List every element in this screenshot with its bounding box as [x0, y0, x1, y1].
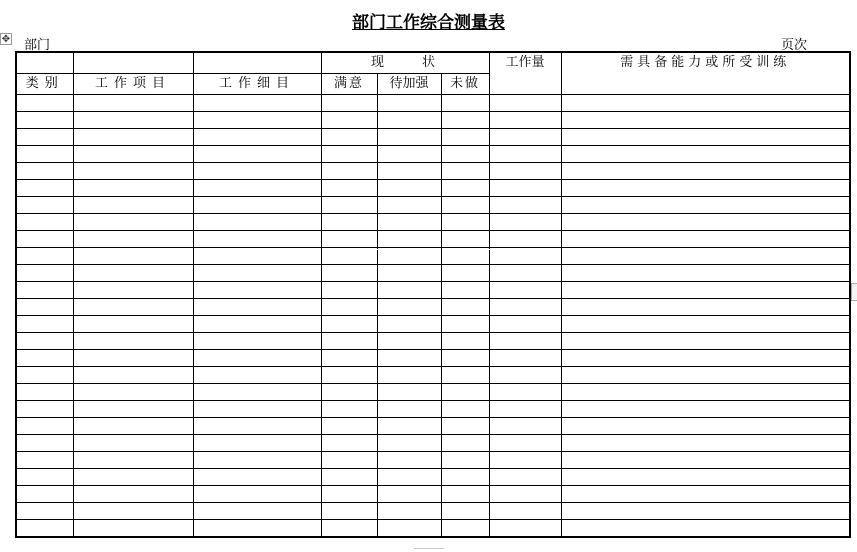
- table-cell[interactable]: [377, 265, 441, 282]
- table-cell[interactable]: [561, 520, 850, 538]
- table-cell[interactable]: [193, 401, 321, 418]
- table-cell[interactable]: [193, 248, 321, 265]
- table-cell[interactable]: [489, 452, 561, 469]
- table-cell[interactable]: [73, 299, 193, 316]
- table-row: [16, 367, 850, 384]
- table-row: [16, 452, 850, 469]
- table-cell[interactable]: [561, 282, 850, 299]
- table-cell[interactable]: [16, 163, 73, 180]
- table-row: [16, 180, 850, 197]
- table-cell[interactable]: [193, 333, 321, 350]
- table-cell[interactable]: [377, 316, 441, 333]
- table-cell[interactable]: [193, 129, 321, 146]
- table-cell[interactable]: [321, 146, 377, 163]
- table-cell[interactable]: [377, 418, 441, 435]
- table-cell[interactable]: [489, 129, 561, 146]
- table-cell[interactable]: [321, 503, 377, 520]
- table-cell[interactable]: [73, 367, 193, 384]
- table-cell[interactable]: [489, 316, 561, 333]
- table-cell[interactable]: [441, 367, 489, 384]
- table-row: [16, 163, 850, 180]
- table-cell[interactable]: [441, 435, 489, 452]
- table-cell[interactable]: [16, 486, 73, 503]
- page-number-label: 页次: [781, 38, 808, 53]
- table-cell[interactable]: [561, 503, 850, 520]
- table-cell[interactable]: [441, 112, 489, 129]
- table-cell[interactable]: [73, 503, 193, 520]
- table-cell[interactable]: [561, 163, 850, 180]
- table-cell[interactable]: [377, 503, 441, 520]
- table-row: [16, 299, 850, 316]
- table-cell[interactable]: [73, 180, 193, 197]
- table-cell[interactable]: [377, 129, 441, 146]
- table-row: [16, 520, 850, 538]
- page-bottom-marker: [414, 548, 444, 552]
- document-title: 部门工作综合测量表: [352, 13, 505, 33]
- table-cell[interactable]: [377, 231, 441, 248]
- table-cell[interactable]: [377, 282, 441, 299]
- table-cell[interactable]: [489, 95, 561, 112]
- table-cell[interactable]: [321, 163, 377, 180]
- table-cell[interactable]: [16, 95, 73, 112]
- table-cell[interactable]: [16, 180, 73, 197]
- table-cell[interactable]: [193, 469, 321, 486]
- table-cell[interactable]: [73, 112, 193, 129]
- header-satisfied: 满意: [321, 74, 377, 95]
- table-row: [16, 503, 850, 520]
- table-cell[interactable]: [441, 333, 489, 350]
- table-cell[interactable]: [441, 282, 489, 299]
- measurement-table: [15, 51, 851, 538]
- table-cell[interactable]: [489, 163, 561, 180]
- table-row: [16, 486, 850, 503]
- table-cell[interactable]: [377, 486, 441, 503]
- table-cell[interactable]: [321, 180, 377, 197]
- table-cell[interactable]: [16, 197, 73, 214]
- table-cell[interactable]: [16, 384, 73, 401]
- table-cell[interactable]: [377, 435, 441, 452]
- table-cell[interactable]: [321, 282, 377, 299]
- table-cell[interactable]: [193, 197, 321, 214]
- table-row: [16, 316, 850, 333]
- table-cell[interactable]: [489, 503, 561, 520]
- table-row: [16, 384, 850, 401]
- table-row: [16, 129, 850, 146]
- table-cell[interactable]: [16, 401, 73, 418]
- table-row: [16, 112, 850, 129]
- table-cell[interactable]: [16, 435, 73, 452]
- table-cell[interactable]: [193, 520, 321, 538]
- header-status-group: 现 状: [321, 52, 489, 74]
- table-cell[interactable]: [73, 333, 193, 350]
- table-cell[interactable]: [489, 146, 561, 163]
- table-cell[interactable]: [377, 146, 441, 163]
- table-cell[interactable]: [377, 95, 441, 112]
- table-cell[interactable]: [441, 231, 489, 248]
- table-cell[interactable]: [561, 129, 850, 146]
- table-cell[interactable]: [441, 214, 489, 231]
- table-cell[interactable]: [377, 112, 441, 129]
- table-cell[interactable]: [321, 384, 377, 401]
- table-cell[interactable]: [441, 384, 489, 401]
- table-row: [16, 435, 850, 452]
- table-cell[interactable]: [73, 282, 193, 299]
- table-row: [16, 401, 850, 418]
- table-cell[interactable]: [321, 214, 377, 231]
- table-cell[interactable]: [193, 316, 321, 333]
- table-cell[interactable]: [561, 418, 850, 435]
- table-cell[interactable]: [73, 350, 193, 367]
- table-cell[interactable]: [16, 333, 73, 350]
- table-cell[interactable]: [441, 180, 489, 197]
- table-cell[interactable]: [16, 316, 73, 333]
- page-edge-tab: [851, 283, 857, 301]
- table-cell[interactable]: [377, 214, 441, 231]
- table-row: [16, 265, 850, 282]
- table-cell[interactable]: [16, 299, 73, 316]
- table-cell[interactable]: [16, 265, 73, 282]
- table-cell[interactable]: [489, 265, 561, 282]
- table-row: [16, 231, 850, 248]
- table-cell[interactable]: [561, 112, 850, 129]
- table-cell[interactable]: [377, 520, 441, 538]
- table-cell[interactable]: [561, 333, 850, 350]
- table-cell[interactable]: [441, 265, 489, 282]
- table-cell[interactable]: [441, 350, 489, 367]
- table-row: [16, 350, 850, 367]
- table-cell[interactable]: [561, 367, 850, 384]
- table-cell[interactable]: [489, 418, 561, 435]
- table-cell[interactable]: [193, 180, 321, 197]
- table-cell[interactable]: [193, 435, 321, 452]
- table-cell[interactable]: [489, 384, 561, 401]
- table-cell[interactable]: [321, 452, 377, 469]
- table-cell[interactable]: [321, 435, 377, 452]
- table-cell[interactable]: [377, 401, 441, 418]
- table-cell[interactable]: [489, 299, 561, 316]
- table-cell[interactable]: [73, 486, 193, 503]
- table-cell[interactable]: [377, 299, 441, 316]
- selection-marker: [367, 249, 491, 253]
- table-cell[interactable]: [73, 401, 193, 418]
- table-cell[interactable]: [561, 316, 850, 333]
- table-cell[interactable]: [321, 350, 377, 367]
- table-cell[interactable]: [16, 112, 73, 129]
- table-cell[interactable]: [193, 418, 321, 435]
- table-cell[interactable]: [16, 520, 73, 538]
- header-category: 类别: [16, 74, 73, 95]
- table-cell[interactable]: [561, 231, 850, 248]
- table-cell[interactable]: [73, 129, 193, 146]
- table-cell[interactable]: [561, 180, 850, 197]
- table-cell[interactable]: [489, 486, 561, 503]
- table-cell[interactable]: [16, 503, 73, 520]
- table-cell[interactable]: [73, 452, 193, 469]
- table-cell[interactable]: [489, 112, 561, 129]
- table-cell[interactable]: [321, 112, 377, 129]
- table-cell[interactable]: [561, 248, 850, 265]
- table-cell[interactable]: [441, 486, 489, 503]
- table-cell[interactable]: [377, 350, 441, 367]
- table-cell[interactable]: [321, 418, 377, 435]
- table-row: [16, 197, 850, 214]
- table-cell[interactable]: [16, 214, 73, 231]
- table-cell[interactable]: [16, 231, 73, 248]
- table-cell[interactable]: [377, 469, 441, 486]
- table-cell[interactable]: [73, 146, 193, 163]
- header-work-detail: 工作细目: [193, 74, 321, 95]
- header-work-item: 工作项目: [73, 74, 193, 95]
- table-cell[interactable]: [321, 469, 377, 486]
- table-cell[interactable]: [377, 180, 441, 197]
- table-cell[interactable]: [489, 435, 561, 452]
- table-cell[interactable]: [441, 163, 489, 180]
- header-workload: 工作量: [489, 52, 561, 95]
- table-cell[interactable]: [193, 367, 321, 384]
- table-cell[interactable]: [489, 180, 561, 197]
- table-cell[interactable]: [561, 435, 850, 452]
- table-cell[interactable]: [321, 265, 377, 282]
- table-cell[interactable]: [489, 469, 561, 486]
- table-cell[interactable]: [441, 401, 489, 418]
- header-empty-cell: [73, 52, 193, 74]
- table-cell[interactable]: [561, 265, 850, 282]
- table-cell[interactable]: [73, 265, 193, 282]
- table-cell[interactable]: [441, 197, 489, 214]
- table-cell[interactable]: [16, 452, 73, 469]
- table-move-handle-icon[interactable]: ✥: [1, 34, 11, 45]
- table-cell[interactable]: [321, 401, 377, 418]
- table-cell[interactable]: [321, 95, 377, 112]
- table-cell[interactable]: [321, 520, 377, 538]
- table-cell[interactable]: [561, 401, 850, 418]
- table-row: [16, 146, 850, 163]
- table-cell[interactable]: [441, 299, 489, 316]
- table-cell[interactable]: [377, 163, 441, 180]
- table-cell[interactable]: [561, 197, 850, 214]
- table-cell[interactable]: [489, 350, 561, 367]
- table-cell[interactable]: [441, 503, 489, 520]
- table-cell[interactable]: [561, 469, 850, 486]
- table-cell[interactable]: [73, 384, 193, 401]
- table-cell[interactable]: [73, 469, 193, 486]
- table-cell[interactable]: [377, 333, 441, 350]
- table-row: [16, 282, 850, 299]
- table-cell[interactable]: [73, 95, 193, 112]
- table-cell[interactable]: [441, 316, 489, 333]
- table-cell[interactable]: [193, 231, 321, 248]
- table-cell[interactable]: [441, 452, 489, 469]
- table-cell[interactable]: [73, 248, 193, 265]
- table-cell[interactable]: [73, 163, 193, 180]
- table-cell[interactable]: [489, 367, 561, 384]
- table-cell[interactable]: [16, 282, 73, 299]
- table-cell[interactable]: [377, 384, 441, 401]
- table-row: [16, 469, 850, 486]
- department-label: 部门: [24, 38, 51, 53]
- table-cell[interactable]: [193, 163, 321, 180]
- table-cell[interactable]: [489, 282, 561, 299]
- table-cell[interactable]: [561, 95, 850, 112]
- table-cell[interactable]: [16, 146, 73, 163]
- table-cell[interactable]: [441, 418, 489, 435]
- table-cell[interactable]: [16, 469, 73, 486]
- header-needs-improvement: 待加强: [377, 74, 441, 95]
- header-not-done: 未做: [441, 74, 489, 95]
- table-cell[interactable]: [561, 214, 850, 231]
- table-cell[interactable]: [16, 367, 73, 384]
- table-cell[interactable]: [321, 367, 377, 384]
- table-cell[interactable]: [489, 520, 561, 538]
- table-cell[interactable]: [193, 146, 321, 163]
- table-cell[interactable]: [441, 469, 489, 486]
- table-cell[interactable]: [193, 214, 321, 231]
- table-cell[interactable]: [193, 486, 321, 503]
- table-cell[interactable]: [73, 520, 193, 538]
- header-empty-cell: [193, 52, 321, 74]
- table-cell[interactable]: [561, 146, 850, 163]
- table-cell[interactable]: [193, 282, 321, 299]
- table-cell[interactable]: [73, 197, 193, 214]
- table-cell[interactable]: [321, 231, 377, 248]
- table-cell[interactable]: [489, 214, 561, 231]
- table-cell[interactable]: [321, 333, 377, 350]
- table-cell[interactable]: [321, 299, 377, 316]
- table-cell[interactable]: [441, 520, 489, 538]
- header-empty-cell: [16, 52, 73, 74]
- table-cell[interactable]: [489, 231, 561, 248]
- table-cell[interactable]: [321, 486, 377, 503]
- table-cell[interactable]: [193, 384, 321, 401]
- table-cell[interactable]: [441, 146, 489, 163]
- table-cell[interactable]: [193, 112, 321, 129]
- table-cell[interactable]: [489, 333, 561, 350]
- table-cell[interactable]: [561, 384, 850, 401]
- table-row: [16, 214, 850, 231]
- table-cell[interactable]: [16, 418, 73, 435]
- table-row: [16, 333, 850, 350]
- table-cell[interactable]: [321, 197, 377, 214]
- table-cell[interactable]: [193, 503, 321, 520]
- table-cell[interactable]: [561, 299, 850, 316]
- table-cell[interactable]: [489, 401, 561, 418]
- table-cell[interactable]: [193, 299, 321, 316]
- table-cell[interactable]: [193, 350, 321, 367]
- table-cell[interactable]: [193, 265, 321, 282]
- table-cell[interactable]: [441, 129, 489, 146]
- table-cell[interactable]: [377, 452, 441, 469]
- table-cell[interactable]: [193, 452, 321, 469]
- table-cell[interactable]: [321, 129, 377, 146]
- table-cell[interactable]: [73, 231, 193, 248]
- table-cell[interactable]: [73, 316, 193, 333]
- table-cell[interactable]: [73, 435, 193, 452]
- table-row: [16, 418, 850, 435]
- table-cell[interactable]: [561, 486, 850, 503]
- table-cell[interactable]: [16, 129, 73, 146]
- table-cell[interactable]: [489, 248, 561, 265]
- header-training: 需具备能力或所受训练: [561, 52, 850, 95]
- table-cell[interactable]: [73, 214, 193, 231]
- table-cell[interactable]: [561, 350, 850, 367]
- table-cell[interactable]: [561, 452, 850, 469]
- table-cell[interactable]: [377, 367, 441, 384]
- header-row-top: [16, 52, 850, 74]
- table-cell[interactable]: [73, 418, 193, 435]
- table-cell[interactable]: [16, 248, 73, 265]
- table-cell[interactable]: [16, 350, 73, 367]
- table-cell[interactable]: [321, 316, 377, 333]
- table-cell[interactable]: [441, 95, 489, 112]
- table-cell[interactable]: [489, 197, 561, 214]
- table-row: [16, 95, 850, 112]
- table-cell[interactable]: [193, 95, 321, 112]
- table-cell[interactable]: [377, 197, 441, 214]
